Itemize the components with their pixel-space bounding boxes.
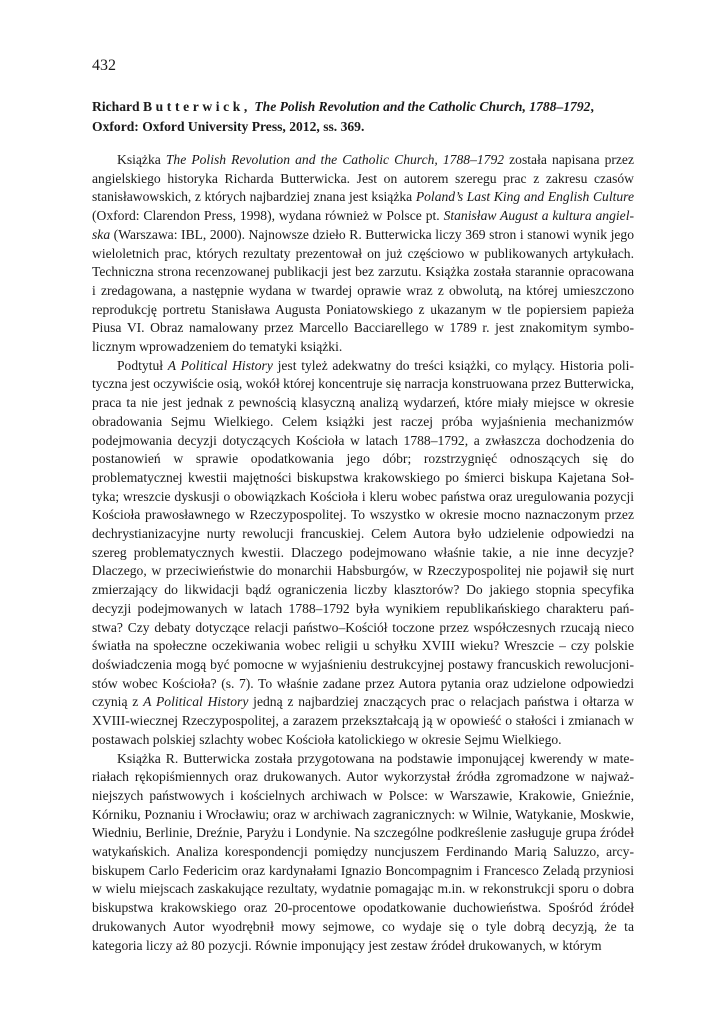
review-body: [92, 151, 634, 955]
publisher-info: Oxford: Oxford University Press, 2012, ss. 369.: [92, 119, 365, 134]
p1-text-1: Książka: [117, 152, 166, 167]
author-first-name: Richard: [92, 99, 140, 114]
author-last-name: Butterwick,: [142, 99, 251, 114]
p1-italic-3: Stanisław August a kultura angielska: [92, 208, 635, 242]
book-title: The Polish Revolution and the Catholic Church, 1788–1792: [254, 99, 591, 114]
p1-italic-2: Poland’s Last King and English Culture: [415, 189, 634, 205]
p1-text-2: została napisana przez angielskiego historyka Richarda Butterwicka. Jest on autorem szeregu prac z zakresu czasów stanisławowskich, z których najbardziej znana jest książka: [92, 152, 635, 205]
p1-text-4: (Warszawa: IBL, 2000). Najnowsze dzieło R. Butterwicka liczy 369 stron i stanowi wynik jego wieloletnich prac, których rezultaty prezentował on już częściowo w publikowanych artykułach. Techniczna strona recenzowanej publikacji jest bez zarzutu. Książka została starannie opracowana i zredagowana, a następnie wydana w twardej oprawie wraz z obwolutą, na której umieszczono reprodukcję portretu Stanisława Augusta Poniatowskiego z ukazanym w tle popiersiem papieża Piusa VI. Obraz namalowany przez Marcello Bacciarellego w 1789 r. jest znakomitym symbolicznym wprowadzeniem do tematyki książki.: [92, 226, 634, 355]
paragraph-2: [92, 357, 634, 750]
review-heading: [92, 97, 634, 137]
title-separator: ,: [590, 99, 594, 114]
page-number: 432: [92, 57, 116, 74]
p2-text-3: jedną z najbardziej znaczących prac o relacjach państwa i ołtarza w XVIII-wiecznej Rzeczypospolitej, a zarazem przekształcają ją w opowieść o stałości i zmianach w postawach polskiej szlachty wobec Kościoła katolickiego w okresie Sejmu Wielkiego.: [92, 694, 634, 747]
p2-italic-1: A Political History: [167, 357, 273, 373]
paragraph-1: [92, 151, 634, 357]
p1-text-3: (Oxford: Clarendon Press, 1998), wydana również w Polsce pt.: [92, 208, 444, 224]
p1-italic-1: The Polish Revolution and the Catholic Church, 1788–1792: [165, 152, 505, 167]
p2-text-2: jest tyleż adekwatny do treści książki, co mylący. Historia polityczna jest oczywiście osią, wokół której koncentruje się narracja konstruowana przez Butterwicka, praca ta nie jest jednak z pewnością klasyczną analizą wydarzeń, które miały miejsce w okresie obradowania Sejmu Wielkiego. Celem książki jest raczej próba wyjaśnienia mechanizmów podejmowania decyzji dotyczących Kościoła w latach 1788–1792, a zwłaszcza dochodzenia do postanowień w sprawie opodatkowania jego dóbr; rozstrzygnięć odnoszących się do problematycznej kwestii majętności biskupstwa krakowskiego po śmierci biskupa Kajetana Sołtyka; wreszcie dyskusji o obowiązkach Kościoła i kleru wobec państwa oraz uregulowania pozycji Kościoła prawosławnego w Rzeczypospolitej. To wszystko w okresie mocno naznaczonym przez dechrystianizacyjne nurty rewolucji francuskiej. Celem Autora było udzielenie odpowiedzi na szereg problematycznych kwestii. Dlaczego podejmowano właśnie takie, a nie inne decyzje? Dlaczego, w przeciwieństwie do monarchii Habsburgów, w Rzeczypospolitej nie pojawił się nurt zmierzający do likwidacji bądź ograniczenia liczby klasztorów? Do jakiego stopnia specyfika decyzji podejmowanych w latach 1788–1792 była wynikiem republikańskiego charakteru państwa? Czy debaty dotyczące relacji państwo–Kościół toczone przez współczesnych rzucają nieco światła na społeczne oczekiwania wobec religii u schyłku XVIII wieku? Wreszcie – czy polskie doświadczenia mogą być pomocne w wyjaśnieniu destrukcyjnej postawy francuskich rewolucjonistów wobec Kościoła? (s. 7). To właśnie zadane przez Autora pytania oraz udzielone odpowiedzi czynią z: [92, 357, 634, 710]
p3-text: Książka R. Butterwicka została przygotowana na podstawie imponującej kwerendy w materiałach rękopiśmiennych oraz drukowanych. Autor wykorzystał źródła zgromadzone w najważniejszych państwowych i kościelnych archiwach w Polsce: w Warszawie, Krakowie, Gnieźnie, Kórniku, Poznaniu i Wrocławiu; oraz w archiwach zagranicznych: w Wilnie, Watykanie, Moskwie, Wiedniu, Berlinie, Dreźnie, Paryżu i Londynie. Na szczególne podkreślenie zasługuje grupa źródeł watykańskich. Analiza korespondencji pomiędzy nuncjuszem Ferdinando Marią Saluzzo, arcybiskupem Carlo Federicim oraz kardynałami Ignazio Boncompagnim i Francesco Zeladą przyniosi w wielu miejscach zaskakujące rezultaty, wydatnie pomagając m.in. w rekonstrukcji sporu o dobra biskupstwa krakowskiego oraz 20-procentowe opodatkowanie duchowieństwa. Spośród źródeł drukowanych Autor wyodrębnił mowy sejmowe, co wydaje się o tyle dobrą decyzją, że ta kategoria liczy aż 80 pozycji. Równie imponujący jest zestaw źródeł drukowanych, w którym: [92, 750, 634, 953]
p2-italic-2: A Political History: [143, 694, 249, 710]
paragraph-3: [92, 750, 634, 956]
p2-text-1: Podtytuł: [117, 357, 168, 373]
